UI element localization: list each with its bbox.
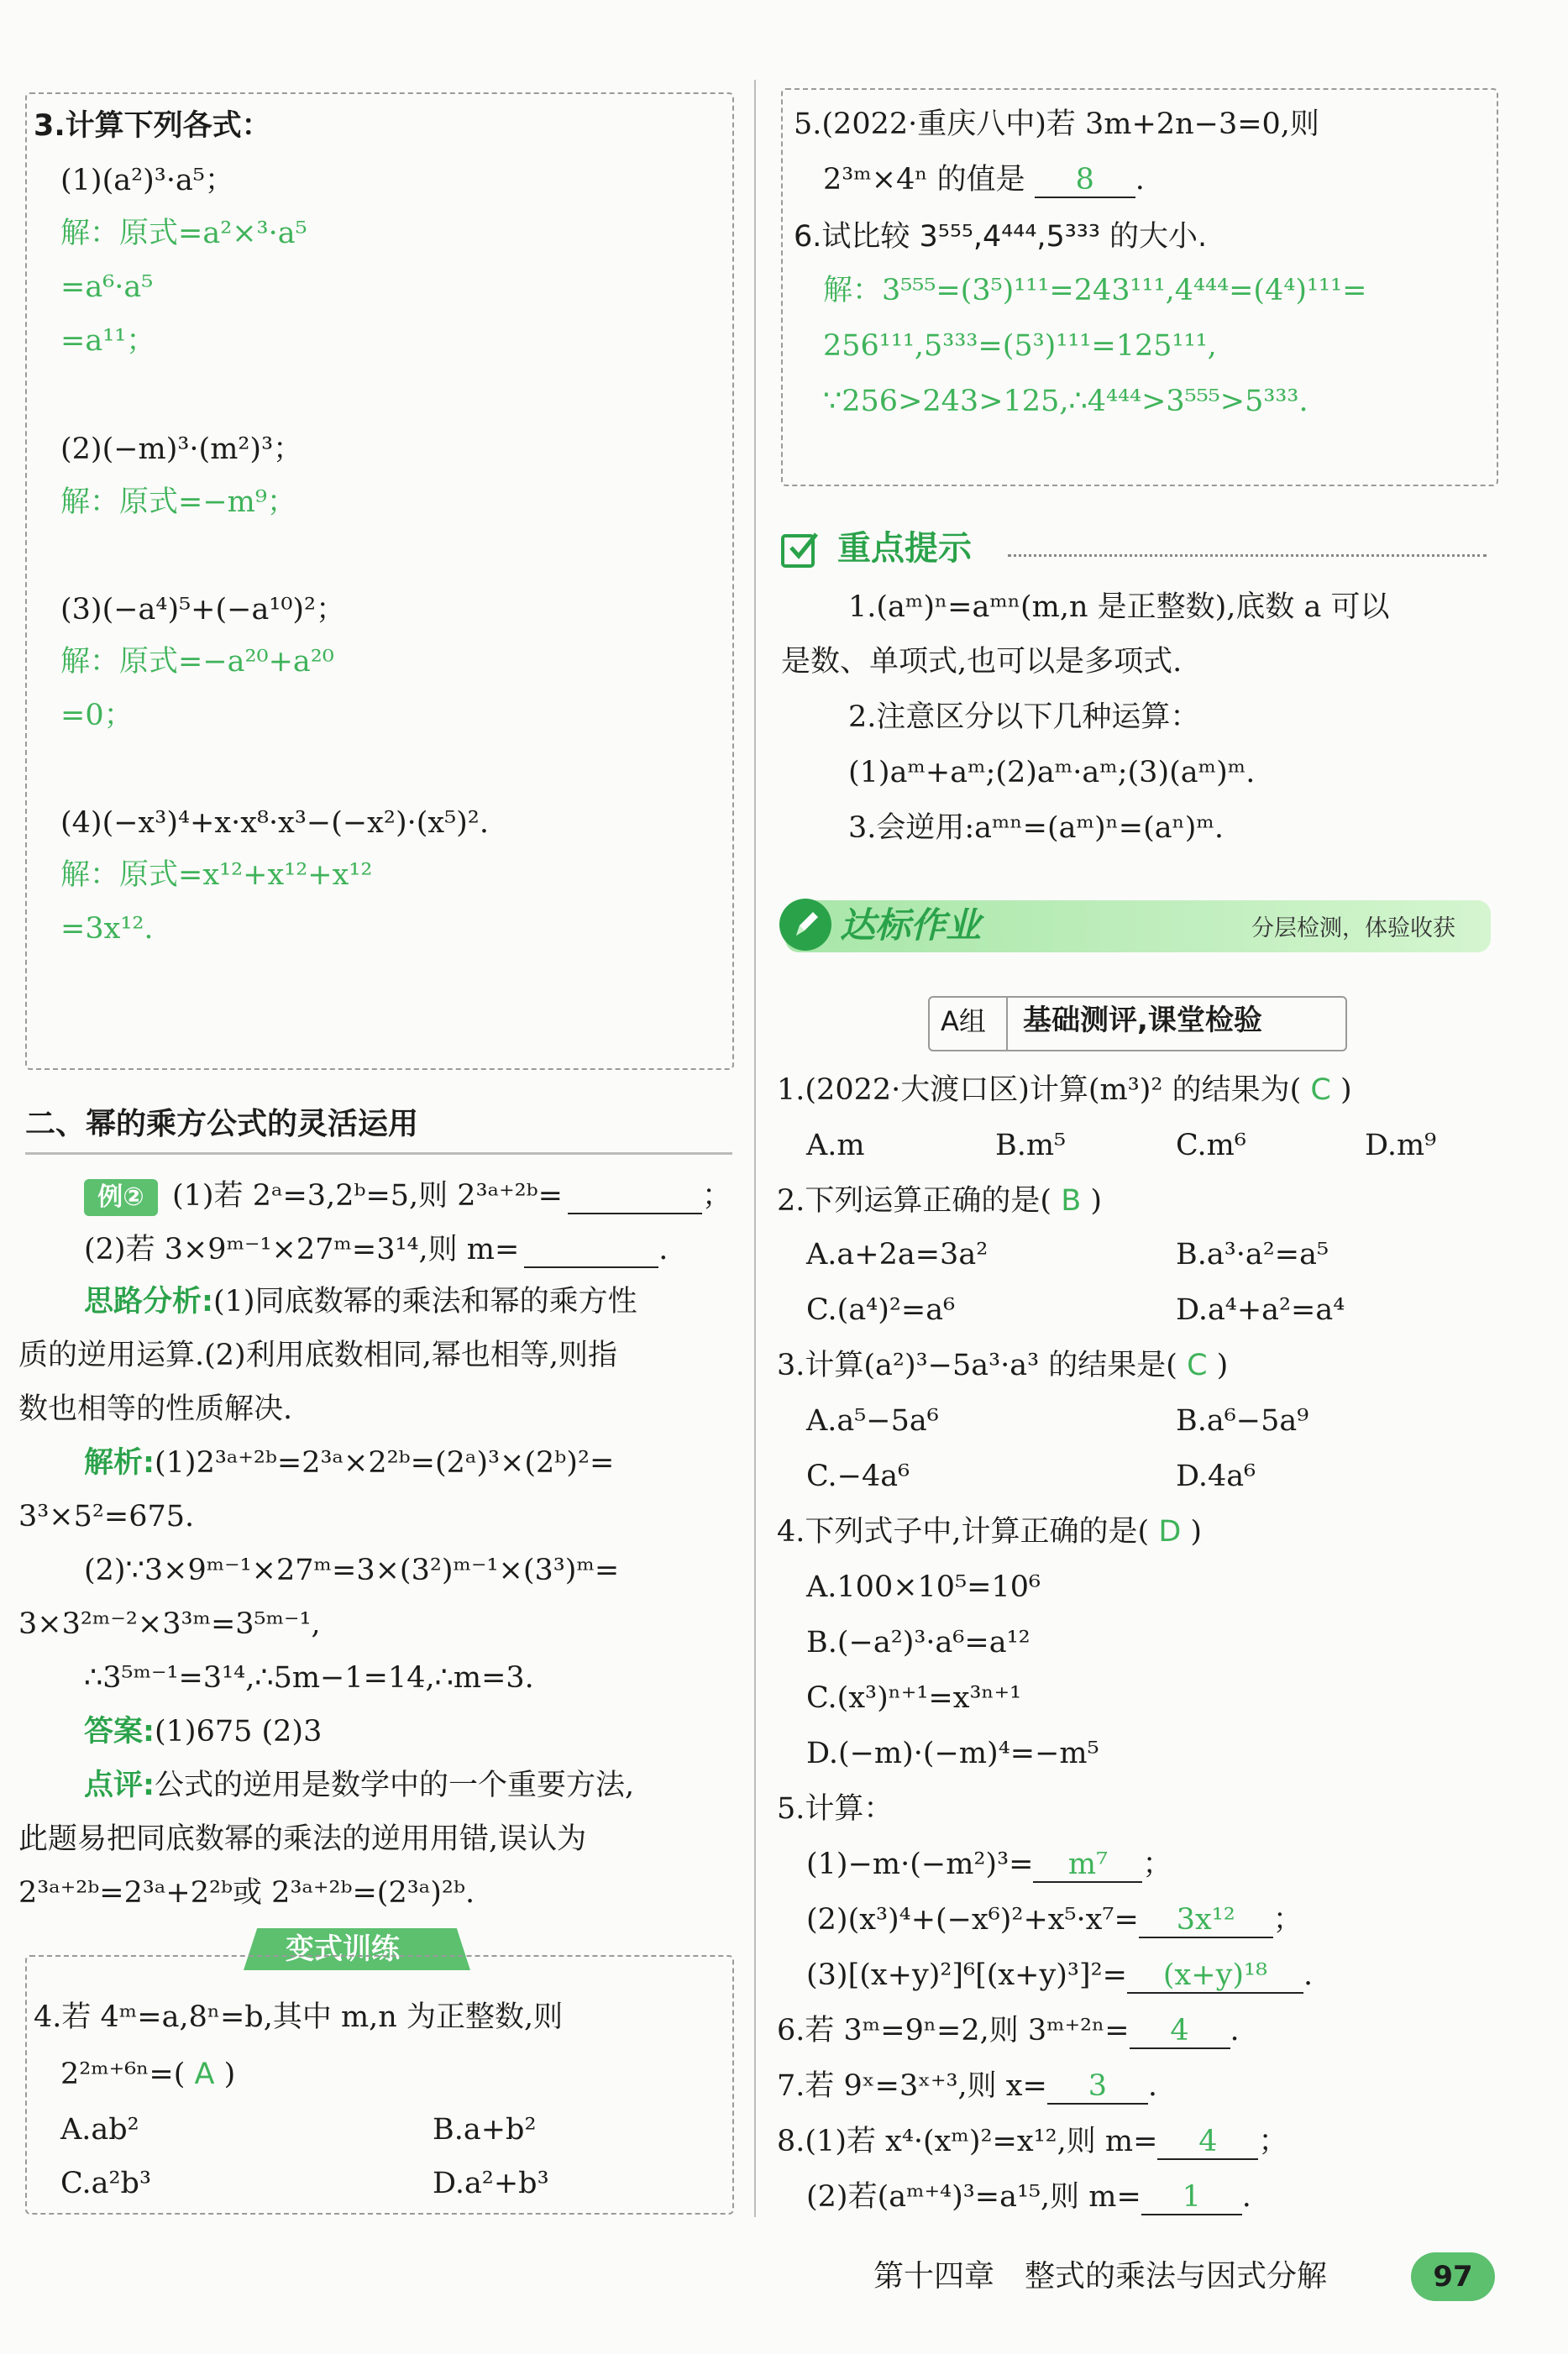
solution-line4: 3×3²ᵐ⁻²×3³ᵐ=3⁵ᵐ⁻¹, <box>18 1607 321 1641</box>
hw-q4-option-b: B.(−a²)³·a⁶=a¹² <box>806 1626 1030 1659</box>
comment-line1: 点评:公式的逆用是数学中的一个重要方法, <box>84 1769 635 1802</box>
section2-underline <box>25 1152 732 1155</box>
group-title: 基础测评,课堂检验 <box>1023 1004 1262 1037</box>
q3-sol4-line2: =3x¹². <box>60 912 154 946</box>
hw-q4-option-c: C.(x³)ⁿ⁺¹=x³ⁿ⁺¹ <box>806 1681 1022 1715</box>
variant-q4-line2: 2²ᵐ⁺⁶ⁿ=( A ) <box>60 2058 236 2091</box>
q3-sol1-line1: 解：原式=a²×³·a⁵ <box>60 217 307 250</box>
homework-banner-title: 达标作业 <box>840 904 982 946</box>
q3-part2: (2)(−m)³·(m²)³； <box>60 433 303 466</box>
hw-q3-stem: 3.计算(a²)³−5a³·a³ 的结果是( C ) <box>777 1349 1229 1382</box>
hw-q5-stem: 5.计算： <box>777 1792 894 1826</box>
solution-line5: ∴3⁵ᵐ⁻¹=3¹⁴,∴5m−1=14,∴m=3. <box>84 1661 534 1695</box>
example-tag: 例② <box>84 1179 158 1216</box>
hw-q2-option-c: C.(a⁴)²=a⁶ <box>806 1293 956 1327</box>
hw-q2-stem: 2.下列运算正确的是( B ) <box>777 1184 1103 1218</box>
r-q6-sol3: ∵256>243>125,∴4⁴⁴⁴>3⁵⁵⁵>5³³³. <box>823 385 1308 418</box>
tips-line3: 2.注意区分以下几种运算： <box>848 700 1200 734</box>
hw-q5-item1: (1)−m·(−m²)³= m⁷ ； <box>806 1848 1172 1883</box>
q3-sol1-line3: =a¹¹； <box>60 324 156 358</box>
hw-q5-item2: (2)(x³)⁴+(−x⁶)²+x⁵·x⁷= 3x¹² ； <box>806 1903 1303 1938</box>
hw-q3-option-d: D.4a⁶ <box>1176 1460 1256 1493</box>
variant-option-b: B.a+b² <box>433 2113 537 2147</box>
hw-q1-stem: 1.(2022·大渡口区)计算(m³)² 的结果为( C ) <box>777 1073 1352 1107</box>
variant-option-c: C.a²b³ <box>60 2167 151 2200</box>
variant-option-a: A.ab² <box>60 2113 139 2147</box>
solution-line1: 解析:(1)2³ᵃ⁺²ᵇ=2³ᵃ×2²ᵇ=(2ᵃ)³×(2ᵇ)²= <box>84 1446 615 1480</box>
hw-q3-option-a: A.a⁵−5a⁶ <box>806 1404 939 1438</box>
hw-q1-option-a: A.m <box>806 1129 865 1162</box>
hw-q1-option-d: D.m⁹ <box>1365 1129 1437 1162</box>
r-q5-line2: 2³ᵐ×4ⁿ 的值是 8 . <box>823 163 1145 198</box>
hw-q6: 6.若 3ᵐ=9ⁿ=2,则 3ᵐ⁺²ⁿ= 4 . <box>777 2014 1240 2049</box>
hw-q3-option-b: B.a⁶−5a⁹ <box>1176 1404 1309 1438</box>
variant-option-d: D.a²+b³ <box>433 2167 549 2200</box>
pencil-icon <box>779 899 831 951</box>
q3-part1: (1)(a²)³·a⁵； <box>60 164 234 197</box>
comment-line3: 2³ᵃ⁺²ᵇ=2³ᵃ+2²ᵇ或 2³ᵃ⁺²ᵇ=(2³ᵃ)²ᵇ. <box>18 1876 475 1910</box>
r-q6-sol2: 256¹¹¹,5³³³=(5³)¹¹¹=125¹¹¹, <box>823 329 1217 363</box>
hw-q2-option-b: B.a³·a²=a⁵ <box>1176 1238 1329 1271</box>
column-divider <box>754 80 756 2217</box>
tips-line1: 1.(aᵐ)ⁿ=aᵐⁿ(m,n 是正整数),底数 a 可以 <box>848 590 1390 624</box>
r-q6-sol1: 解：3⁵⁵⁵=(3⁵)¹¹¹=243¹¹¹,4⁴⁴⁴=(4⁴)¹¹¹= <box>823 274 1367 307</box>
footer-chapter: 第十四章 整式的乘法与因式分解 <box>873 2259 1328 2294</box>
checkbox-icon <box>781 534 815 568</box>
tips-dash-line <box>1008 554 1487 557</box>
q3-part4: (4)(−x³)⁴+x·x⁸·x³−(−x²)·(x⁵)². <box>60 806 489 840</box>
example-line1: (1)若 2ᵃ=3,2ᵇ=5,则 2³ᵃ⁺²ᵇ= ； <box>172 1179 732 1214</box>
group-tag-divider <box>1006 996 1008 1051</box>
hw-q5-item3: (3)[(x+y)²]⁶[(x+y)³]²= (x+y)¹⁸ . <box>806 1958 1313 1994</box>
group-tag: A组 <box>941 1005 986 1037</box>
hw-q1-option-b: B.m⁵ <box>995 1129 1067 1162</box>
q3-sol3-line1: 解：原式=−a²⁰+a²⁰ <box>60 645 334 679</box>
answer-line: 答案:(1)675 (2)3 <box>84 1715 323 1748</box>
homework-banner-sub: 分层检测，体验收获 <box>1251 915 1455 941</box>
analysis-line1: 思路分析:(1)同底数幂的乘法和幂的乘方性 <box>84 1285 637 1319</box>
q3-sol4-line1: 解：原式=x¹²+x¹²+x¹² <box>60 858 373 892</box>
comment-line2: 此题易把同底数幂的乘法的逆用用错,误认为 <box>18 1822 587 1856</box>
hw-q4-stem: 4.下列式子中,计算正确的是( D ) <box>777 1515 1203 1549</box>
section2-title: 二、幂的乘方公式的灵活运用 <box>25 1107 419 1141</box>
analysis-line3: 数也相等的性质解决. <box>18 1392 293 1426</box>
r-q6-title: 6.试比较 3⁵⁵⁵,4⁴⁴⁴,5³³³ 的大小. <box>794 220 1208 254</box>
example-line2: (2)若 3×9ᵐ⁻¹×27ᵐ=3¹⁴,则 m= . <box>84 1233 668 1268</box>
q3-sol3-line2: =0； <box>60 699 134 732</box>
tips-title: 重点提示 <box>837 529 972 568</box>
analysis-line2: 质的逆用运算.(2)利用底数相同,幂也相等,则指 <box>18 1339 617 1372</box>
hw-q2-option-a: A.a+2a=3a² <box>806 1238 989 1271</box>
variant-q4-line1: 4.若 4ᵐ=a,8ⁿ=b,其中 m,n 为正整数,则 <box>34 2000 564 2034</box>
hw-q3-option-c: C.−4a⁶ <box>806 1460 910 1493</box>
solution-line3: (2)∵3×9ᵐ⁻¹×27ᵐ=3×(3²)ᵐ⁻¹×(3³)ᵐ= <box>84 1554 620 1587</box>
hw-q2-option-d: D.a⁴+a²=a⁴ <box>1176 1293 1345 1327</box>
tips-line4: (1)aᵐ+aᵐ;(2)aᵐ·aᵐ;(3)(aᵐ)ᵐ. <box>848 756 1256 789</box>
tips-line5: 3.会逆用:aᵐⁿ=(aᵐ)ⁿ=(aⁿ)ᵐ. <box>848 811 1225 845</box>
r-q5-line1: 5.(2022·重庆八中)若 3m+2n−3=0,则 <box>794 107 1319 141</box>
hw-q4-option-d: D.(−m)·(−m)⁴=−m⁵ <box>806 1737 1099 1770</box>
q3-title: 3.计算下列各式： <box>34 109 271 143</box>
hw-q4-option-a: A.100×10⁵=10⁶ <box>806 1570 1041 1604</box>
q3-sol2-line1: 解：原式=−m⁹； <box>60 485 296 519</box>
variant-banner-label: 变式训练 <box>286 1932 400 1966</box>
hw-q8-part2: (2)若(aᵐ⁺⁴)³=a¹⁵,则 m= 1 . <box>806 2180 1251 2215</box>
q3-sol1-line2: =a⁶·a⁵ <box>60 270 154 304</box>
q3-part3: (3)(−a⁴)⁵+(−a¹⁰)²； <box>60 593 346 627</box>
hw-q7: 7.若 9ˣ=3ˣ⁺³,则 x= 3 . <box>777 2069 1157 2105</box>
page-number: 97 <box>1411 2252 1495 2301</box>
hw-q8-part1: 8.(1)若 x⁴·(xᵐ)²=x¹²,则 m= 4 ； <box>777 2125 1287 2160</box>
tips-line2: 是数、单项式,也可以是多项式. <box>781 645 1183 679</box>
solution-line2: 3³×5²=675. <box>18 1500 195 1534</box>
hw-q1-option-c: C.m⁶ <box>1176 1129 1246 1162</box>
